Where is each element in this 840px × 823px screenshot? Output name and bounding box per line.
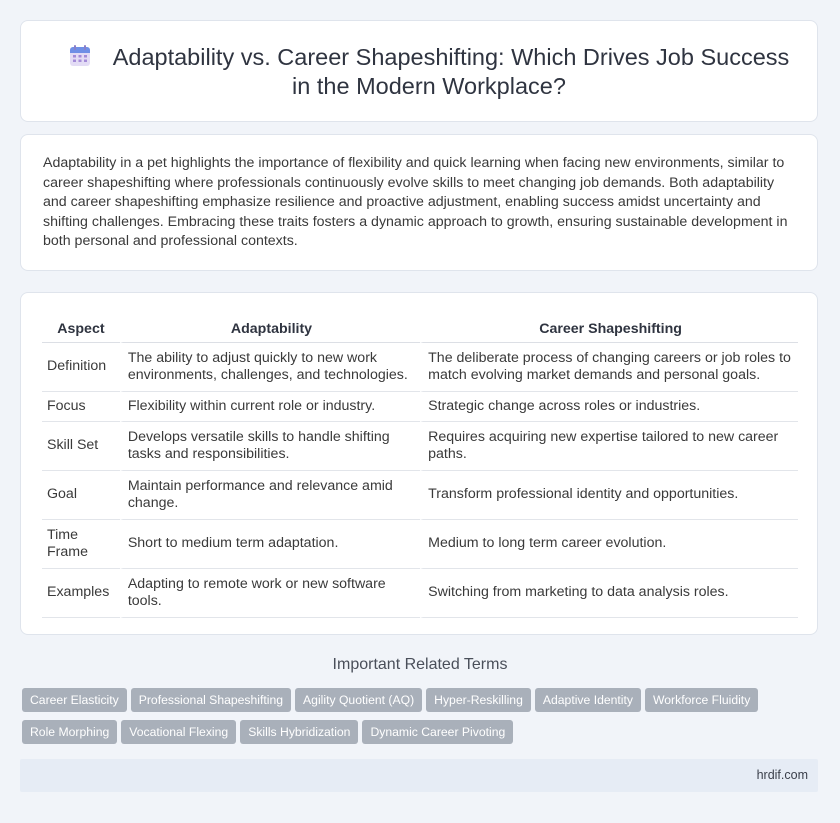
table-cell: Develops versatile skills to handle shifting tasks and responsibilities. (120, 422, 420, 471)
table-cell: Maintain performance and relevance amid change. (120, 471, 420, 520)
term-tag[interactable]: Dynamic Career Pivoting (362, 720, 513, 744)
title-card (20, 20, 818, 122)
table-cell: Adapting to remote work or new software tools. (120, 569, 420, 618)
table-row (42, 422, 798, 471)
table-cell: Switching from marketing to data analysis roles. (420, 569, 798, 618)
calendar-icon (69, 45, 91, 67)
table-row (42, 343, 798, 392)
header-aspect: Aspect (42, 316, 120, 343)
table-cell: Transform professional identity and opportunities. (420, 471, 798, 520)
page-title (61, 43, 797, 101)
table-cell: Skill Set (42, 422, 120, 471)
table-header-row (42, 316, 798, 343)
term-tag[interactable]: Workforce Fluidity (645, 688, 758, 712)
term-tag[interactable]: Adaptive Identity (535, 688, 641, 712)
intro-card (20, 134, 818, 271)
table-row (42, 520, 798, 569)
term-tag[interactable]: Skills Hybridization (240, 720, 358, 744)
table-row (42, 392, 798, 422)
intro-paragraph: Adaptability in a pet highlights the importance of flexibility and quick learning when facing new environments, similar to career shapeshifting where professionals continuously evolve skills to meet changing job demands. Both adaptability and career shapeshifting emphasize resilience and proactive adjustment, enabling success amidst uncertainty and shifting challenges. Embracing these traits fosters a dynamic approach to growth, ensuring sustainable development in both personal and professional contexts. (43, 155, 788, 250)
term-tag[interactable]: Role Morphing (22, 720, 117, 744)
table-row (42, 471, 798, 520)
header-adaptability: Adaptability (120, 316, 420, 343)
header-career-shapeshifting: Career Shapeshifting (420, 316, 798, 343)
table-cell: The ability to adjust quickly to new work environments, challenges, and technologies. (120, 343, 420, 392)
table-cell: Goal (42, 471, 120, 520)
table-cell: Medium to long term career evolution. (420, 520, 798, 569)
page-title-text: Adaptability vs. Career Shapeshifting: Which Drives Job Success in the Modern Workplace? (112, 44, 790, 99)
related-terms-title: Important Related Terms (332, 656, 508, 673)
table-cell: Definition (42, 343, 120, 392)
table-cell: Flexibility within current role or industry. (120, 392, 420, 422)
term-tag[interactable]: Career Elasticity (22, 688, 127, 712)
footer-site-link[interactable]: hrdif.com (756, 768, 808, 782)
footer-bar (20, 759, 818, 792)
term-tag[interactable]: Professional Shapeshifting (131, 688, 291, 712)
table-cell: The deliberate process of changing careers or job roles to match evolving market demands and personal goals. (420, 343, 798, 392)
table-cell: Strategic change across roles or industries. (420, 392, 798, 422)
table-cell: Focus (42, 392, 120, 422)
table-cell: Examples (42, 569, 120, 618)
term-tag[interactable]: Hyper-Reskilling (426, 688, 531, 712)
term-tag[interactable]: Agility Quotient (AQ) (295, 688, 422, 712)
table-cell: Short to medium term adaptation. (120, 520, 420, 569)
table-cell: Time Frame (42, 520, 120, 569)
related-terms-list (22, 688, 812, 752)
term-tag[interactable]: Vocational Flexing (121, 720, 236, 744)
table-row (42, 569, 798, 618)
comparison-table (42, 316, 798, 618)
table-cell: Requires acquiring new expertise tailored to new career paths. (420, 422, 798, 471)
comparison-table-card (20, 292, 818, 635)
